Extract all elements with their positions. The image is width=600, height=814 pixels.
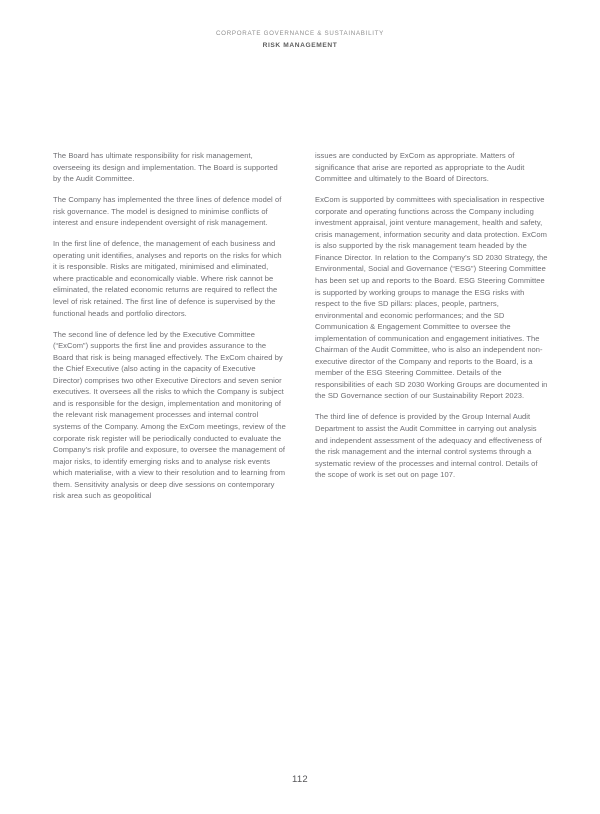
page-number: 112 (291, 774, 309, 785)
header-eyebrow: CORPORATE GOVERNANCE & SUSTAINABILITY (215, 30, 385, 37)
paragraph: The second line of defence led by the Executive Committee (“ExCom”) supports the first line and provides assurance to the Board that risk is being managed effectively. The ExCom chaired by the Chief Executive (also acting in the capacity of Executive Director) comprises two other Executive Directors and seven senior executives. It oversees all the risks to which the Company is subject and is responsible for the design, implementation and monitoring of the relevant risk management processes and internal control systems of the Company. Among the ExCom meetings, review of the corporate risk register will be periodically conducted to evaluate the Company’s risk profile and exposure, to oversee the management of major risks, to identify emerging risks and to analyse risk events which materialise, with a view to their resolution and to learning from them. Sensitivity analysis or deep dive sessions on contemporary risk area such as geopolitical (53, 329, 286, 501)
paragraph: The third line of defence is provided by the Group Internal Audit Department to assist the Audit Committee in carrying out analysis and independent assessment of the adequacy and effectiveness of the risk management and the internal control systems through a systematic review of the processes and internal control. Details of the scope of work is set out on page 107. (315, 412, 542, 480)
running-header (0, 28, 600, 51)
left-column (53, 150, 286, 502)
paragraph: The Company has implemented the three lines of defence model of risk governance. The model is designed to minimise conflicts of interest and ensure independent oversight of risk management. (53, 195, 282, 228)
header-section-title: RISK MANAGEMENT (262, 42, 338, 49)
body-columns (53, 150, 547, 502)
paragraph: issues are conducted by ExCom as appropriate. Matters of significance that arise are reported as appropriate to the Audit Committee and ultimately to the Board of Directors. (315, 151, 525, 184)
paragraph: In the first line of defence, the management of each business and operating unit identifies, analyses and reports on the risks for which it is responsible. Risks are mitigated, minimised and eliminated, where practicable and economically viable. Where risk cannot be eliminated, the related economic returns are required to reflect the level of risk retained. The first line of defence is supervised by the functional heads and portfolio directors. (53, 239, 282, 318)
paragraph: ExCom is supported by committees with specialisation in respective corporate and operating functions across the Company including investment appraisal, joint venture management, health and safety, crisis management, information security and data protection. ExCom is also supported by the risk management team headed by the Finance Director. In relation to the Company’s SD 2030 Strategy, the Environmental, Social and Governance (“ESG”) Steering Committee has been set up and reports to the Board. ESG Steering Committee is supported by working groups to manage the ESG risks with respect to the five SD pillars: places, people, partners, environmental and economic performances; and the SD Communication & Engagement Committee to oversee the implementation of communication and engagement initiatives. The Chairman of the Audit Committee, who is also an independent non-executive director of the Company and reports to the Board, is a member of the ESG Steering Committee. Details of the responsibilities of each SD 2030 Working Groups are documented in the SD Governance section of our Sustainability Report 2023. (315, 195, 548, 401)
paragraph: The Board has ultimate responsibility for risk management, overseeing its design and implementation. The Board is supported by the Audit Committee. (53, 151, 278, 184)
right-column (315, 150, 548, 481)
